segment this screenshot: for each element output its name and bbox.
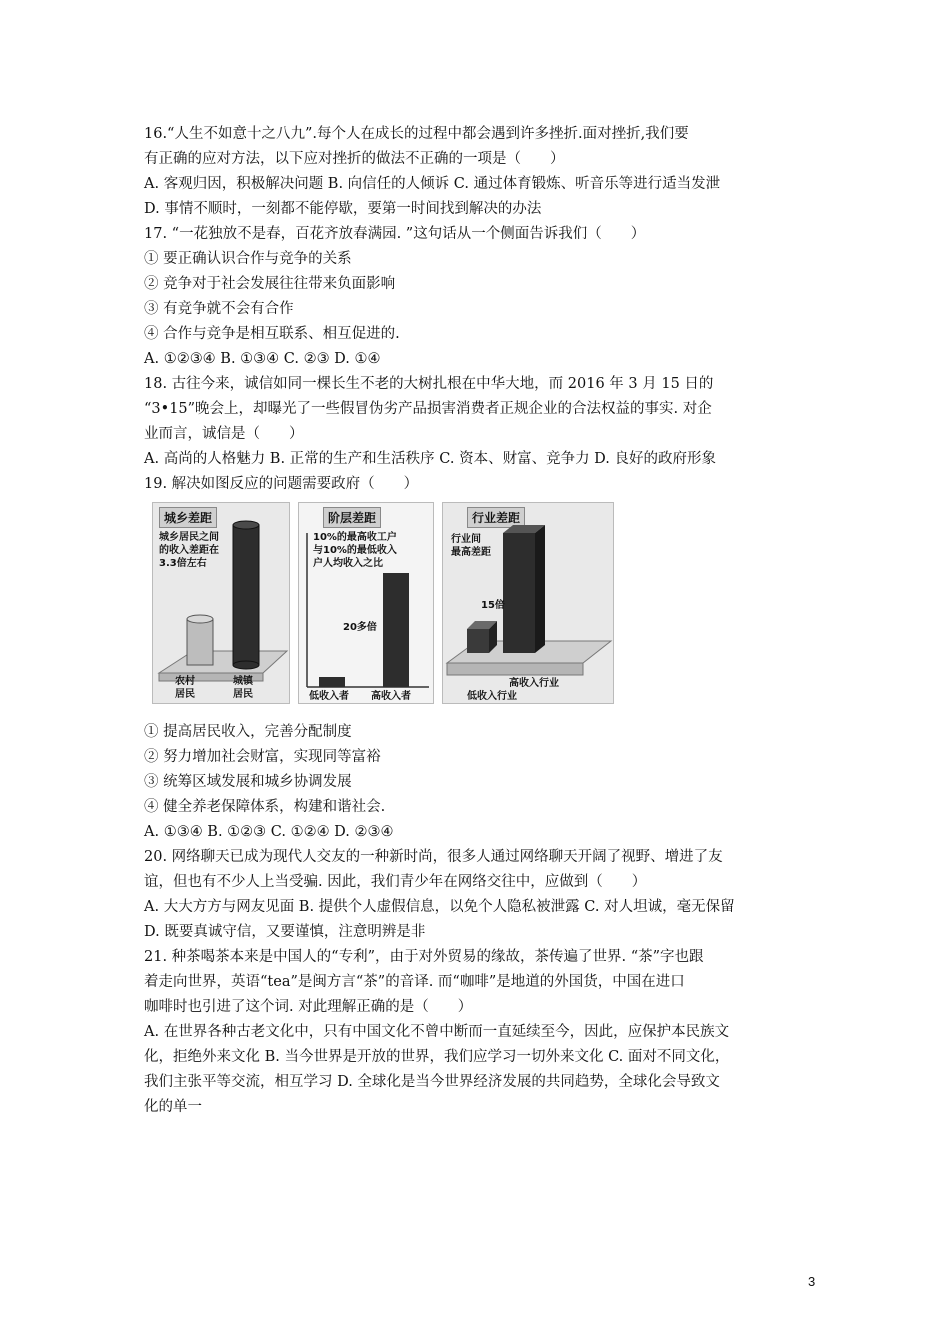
q19-statement-3: ③ 统筹区域发展和城乡协调发展 [144, 774, 352, 790]
q17-statement-4: ④ 合作与竞争是相互联系、相互促进的. [144, 326, 400, 342]
low-income-industry-label: 低收入行业 [467, 691, 517, 702]
q18-stem-line2: “3•15”晚会上，却曝光了一些假冒伪劣产品损害消费者正规企业的合法权益的事实. 对企 [144, 401, 712, 417]
class-gap-note-line1: 10%的最高收工户 [313, 532, 397, 543]
rural-label-line1: 农村 [175, 676, 195, 687]
q19-statement-1: ① 提高居民收入，完善分配制度 [144, 724, 352, 740]
q21-options-line4: 化的单一 [144, 1099, 202, 1115]
q21-stem-line2: 着走向世界，英语“tea”是闽方言“茶”的音译. 而“咖啡”是地道的外国货，中国在进口 [144, 974, 685, 990]
q16-stem-line1: 16.“人生不如意十之八九”.每个人在成长的过程中都会遇到许多挫折.面对挫折,我们要 [144, 126, 689, 142]
q21-options-line1: A. 在世界各种古老文化中，只有中国文化不曾中断而一直延续至今，因此，应保护本民族文 [144, 1024, 730, 1040]
urban-label-line2: 居民 [233, 689, 253, 700]
class-gap-bars [299, 503, 433, 703]
q20-options-line2: D. 既要真诚守信，又要谨慎，注意明辨是非 [144, 924, 426, 940]
urban-rural-gap-title: 城乡差距 [159, 507, 217, 528]
q17-stem: 17. “一花独放不是春，百花齐放春满园. ”这句话从一个侧面告诉我们（ ） [144, 226, 646, 242]
q19-stem: 19. 解决如图反应的问题需要政府（ ） [144, 476, 419, 492]
q21-stem-line3: 咖啡时也引进了这个词. 对此理解正确的是（ ） [144, 999, 473, 1015]
high-income-label: 高收入者 [371, 691, 411, 702]
urban-rural-gap-panel [152, 502, 290, 704]
low-income-label: 低收入者 [309, 691, 349, 702]
urban-rural-bars [153, 503, 289, 703]
industry-gap-panel [442, 502, 614, 704]
q17-statement-3: ③ 有竞争就不会有合作 [144, 301, 294, 317]
industry-gap-ratio-label: 15倍 [481, 600, 505, 611]
industry-gap-note-line2: 最高差距 [451, 547, 491, 558]
urban-label-line1: 城镇 [233, 676, 253, 687]
industry-gap-note-line1: 行业间 [451, 534, 481, 545]
urban-rural-note-line1: 城乡居民之间 [159, 532, 219, 543]
income-gap-figure [152, 502, 612, 702]
low-income-bar [319, 677, 345, 687]
q17-statement-2: ② 竞争对于社会发展往往带来负面影响 [144, 276, 396, 292]
q21-stem-line1: 21. 种茶喝茶本来是中国人的“专利”，由于对外贸易的缘故，茶传遍了世界. “茶”字也跟 [144, 949, 704, 965]
q19-options: A. ①③④ B. ①②③ C. ①②④ D. ②③④ [144, 824, 394, 840]
q20-options-line1: A. 大大方方与网友见面 B. 提供个人虚假信息，以免个人隐私被泄露 C. 对人坦诚，毫无保留 [144, 899, 735, 915]
high-income-bar [383, 573, 409, 687]
q16-options-line2: D. 事情不顺时，一刻都不能停歇，要第一时间找到解决的办法 [144, 201, 542, 217]
high-income-industry-bar [503, 533, 535, 653]
low-income-industry-bar [467, 629, 489, 653]
rural-residents-bar [187, 619, 213, 665]
q20-stem-line1: 20. 网络聊天已成为现代人交友的一种新时尚，很多人通过网络聊天开阔了视野、增进了友 [144, 849, 723, 865]
q16-stem-line2: 有正确的应对方法，以下应对挫折的做法不正确的一项是（ ） [144, 151, 565, 167]
class-gap-ratio-label: 20多倍 [343, 622, 377, 633]
page-number: 3 [808, 1274, 816, 1289]
class-gap-title: 阶层差距 [323, 507, 381, 528]
class-gap-note-line3: 户人均收入之比 [313, 558, 383, 569]
q18-stem-line3: 业而言，诚信是（ ） [144, 426, 304, 442]
q17-options: A. ①②③④ B. ①③④ C. ②③ D. ①④ [144, 351, 381, 367]
urban-residents-bar [233, 525, 259, 665]
q20-stem-line2: 谊，但也有不少人上当受骗. 因此，我们青少年在网络交往中，应做到（ ） [144, 874, 647, 890]
urban-rural-note-line3: 3.3倍左右 [159, 558, 207, 569]
q19-statement-2: ② 努力增加社会财富，实现同等富裕 [144, 749, 381, 765]
industry-gap-title: 行业差距 [467, 507, 525, 528]
class-gap-panel [298, 502, 434, 704]
rural-label-line2: 居民 [175, 689, 195, 700]
q18-stem-line1: 18. 古往今来，诚信如同一棵长生不老的大树扎根在中华大地，而 2016 年 3 月 15 日的 [144, 376, 714, 392]
q18-options: A. 高尚的人格魅力 B. 正常的生产和生活秩序 C. 资本、财富、竞争力 D. 良好的政府形象 [144, 451, 717, 467]
q19-statement-4: ④ 健全养老保障体系，构建和谐社会. [144, 799, 386, 815]
q21-options-line3: 我们主张平等交流，相互学习 D. 全球化是当今世界经济发展的共同趋势，全球化会导致文 [144, 1074, 720, 1090]
industry-gap-bars [443, 503, 613, 703]
q17-statement-1: ① 要正确认识合作与竞争的关系 [144, 251, 352, 267]
q21-options-line2: 化，拒绝外来文化 B. 当今世界是开放的世界，我们应学习一切外来文化 C. 面对不同文化， [144, 1049, 730, 1065]
urban-rural-note-line2: 的收入差距在 [159, 545, 219, 556]
class-gap-note-line2: 与10%的最低收入 [313, 545, 397, 556]
q16-options-line1: A. 客观归因，积极解决问题 B. 向信任的人倾诉 C. 通过体育锻炼、听音乐等进行适当发泄 [144, 176, 721, 192]
high-income-industry-label: 高收入行业 [509, 678, 559, 689]
